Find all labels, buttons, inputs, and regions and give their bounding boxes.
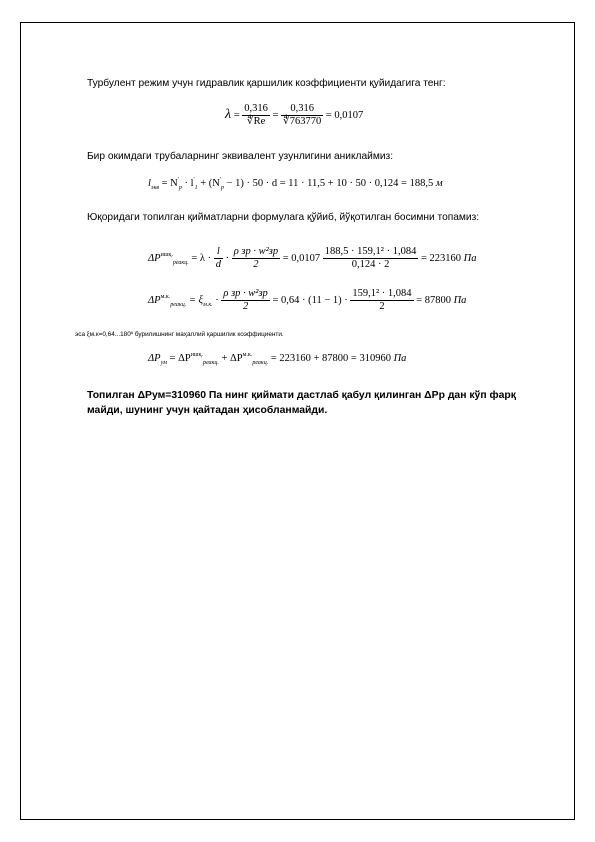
equation-friction-pressure: $\Delta P^{ишқ.}_{реакц.} = \lambda$ · $\frac{l}{d}$ · $\frac{\text{ρ зр · w²зр}}{2}$ = 0,0107 $\frac{\text{188,5 · 159,1² · 1,084}}{0,124 \cdot 2}$ = 223160 Па [148,246,477,270]
page-frame [20,22,575,820]
note-local-coefficient: эса ξм.к=0,64...180º бурилишнинг маҳаллий қаршилик коэффициенти. [75,331,284,338]
equation-lambda: λ = $\frac{0,316}{∜Re}$ = $\frac{0,316}{∜763770}$ = 0,0107 [225,103,364,127]
l-equiv-symbol: l [148,178,151,189]
fraction-friction-values: $\frac{\text{188,5 · 159,1² · 1,084}}{0,124 \cdot 2}$ [324,246,417,270]
conclusion-line-2: майди, шунинг учун қайтадан ҳисобланмайди. [87,405,328,416]
fraction-l-over-d: $\frac{l}{d}$ [215,246,221,270]
fraction-1-numerator: 0,316 [244,103,268,114]
unit-meter: м [435,178,443,189]
fraction-dynamic-pressure: $\frac{\text{ρ зр · w²зр}}{2}$ [233,246,279,270]
equals-sign: = [233,109,240,121]
fraction-2 [281,103,323,128]
equivalent-length-calc: − 1) · 50 · d = 11 · 11,5 + 10 · 50 · 0,124 = 188,5 [226,178,434,189]
lambda-symbol: λ [225,106,232,122]
equation-equivalent-length: $l_{экв} = N'_р \cdot l'_1 + (N'_р - 1) \cdot 50 \cdot d = 11 \cdot 11,5 + 10 \cdot 50 \cdot 0,124 = 188,5$ м [148,177,443,191]
fraction-2-denominator: ∜763770 [283,116,322,127]
heading-equivalent-length: Бир окимдаги трубаларнинг эквивалент узунлигини аниклаймиз: [87,151,394,162]
fraction-1-denominator: ∜Re [246,116,266,127]
fraction-dynamic-pressure-2: $\frac{\text{ρ зр · w²зр}}{2}$ [223,288,268,312]
total-pressure-result: = 223160 + 87800 = 310960 [270,353,391,364]
fraction-local-values: $\frac{\text{159,1² · 1,084}}{2}$ [352,288,412,312]
heading-pressure-loss: Юқоридаги топилган қийматларни формулага қўйиб, йўқотилган босимни топамиз: [87,212,480,223]
equation-total-pressure: $\Delta P_{ум} = \Delta P^{ишқ.}_{реакц.} + \Delta P^{м.к.}_{реакц.} = 223160 + 87800 = 310960$ Па [148,352,407,366]
equation-local-pressure: $\Delta P^{м.к.}_{реакц.} = \xi_{м.к.}$ · $\frac{\text{ρ зр · w²зр}}{2}$ = 0,64 · (11 − 1) · $\frac{\text{159,1² · 1,084}}{2}$ = 87800 Па [148,288,467,312]
friction-pressure-result: = 223160 [420,252,461,264]
fraction-2-numerator: 0,316 [281,103,323,116]
local-pressure-result: = 87800 [416,294,451,306]
lambda-result: = 0,0107 [325,109,364,121]
conclusion-line-1: Топилган ΔPум=310960 Па нинг қиймати дастлаб қабул қилинган ΔPр дан кўп фарқ [87,390,516,401]
heading-turbulent-regime: Турбулент режим учун гидравлик қаршилик коэффициенти қуйидагига тенг: [87,78,446,89]
fraction-1 [242,103,270,128]
